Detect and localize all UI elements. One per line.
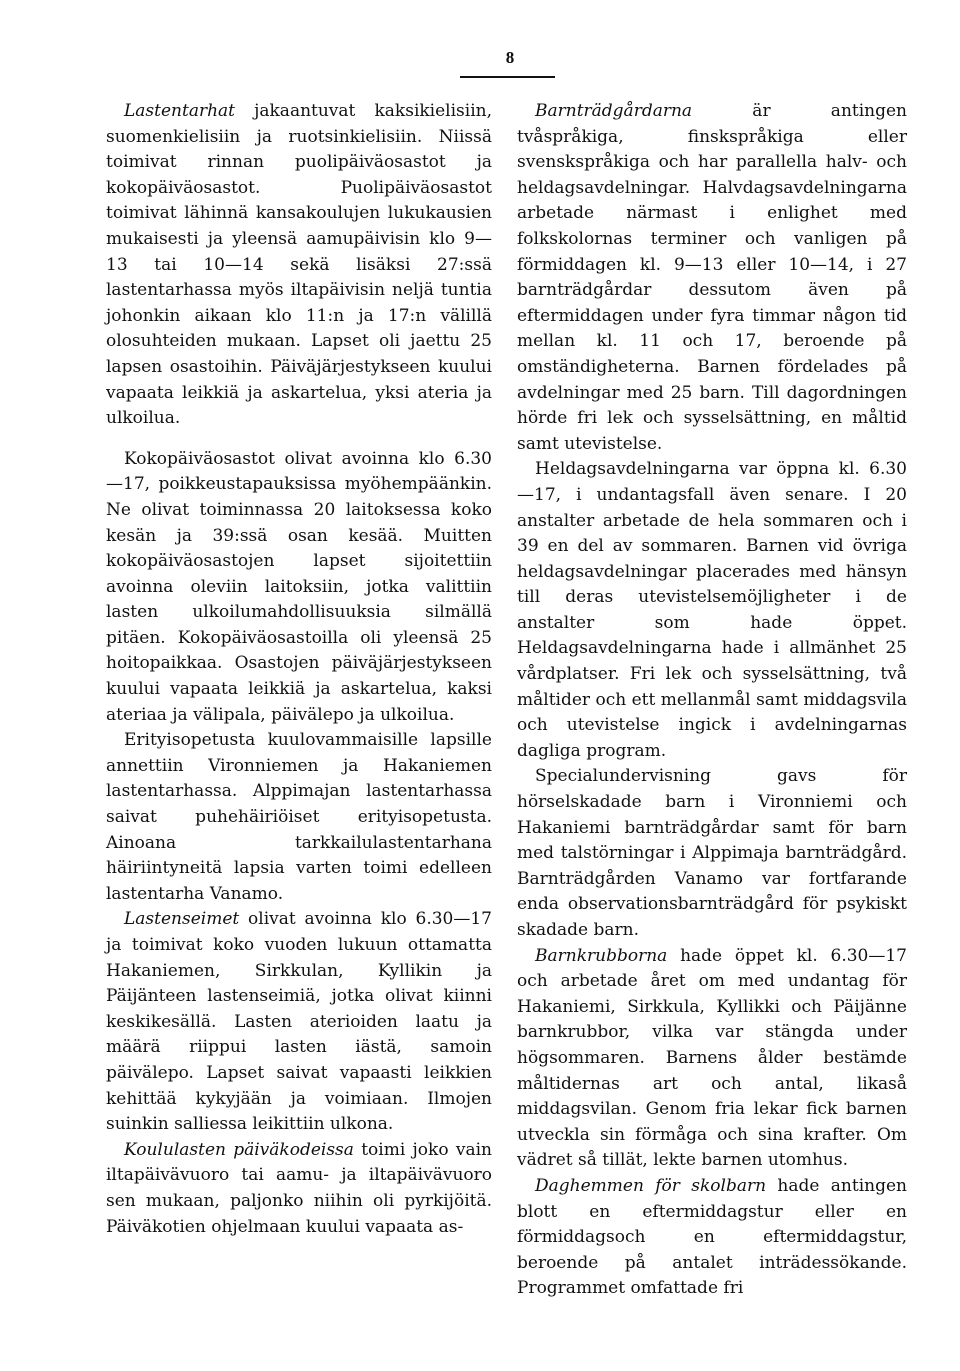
paragraph-lead: Barnkrubborna [535,945,668,966]
paragraph-text: toimi joko vain iltapäivävuoro tai aamu- ja iltapäivävuoro sen mukaan, paljonko niihin oli pyrkijöitä. Päiväkotien ohjelmaan kuului vapaata as- [106,1139,492,1237]
paragraph-lead: Lastenseimet [124,909,240,930]
paragraph-lead: Koululasten päiväkodeissa [124,1139,354,1160]
page-number: 8 [505,48,515,67]
paragraph-text: jakaantuvat kaksikielisiin, suomenkielisiin ja ruotsinkielisiin. Niissä toimivat rinnan puolipäiväosastot ja kokopäiväosastot. Puolipäiväosastot toimivat lähinnä kansakoulujen lukukausien mukaisesti ja yleensä aamupäivisin klo 9—13 tai 10—14 sekä lisäksi 27:ssä lastentarhassa myös iltapäivisin neljä tuntia johonkin aikaan klo 11:n ja 17:n välillä olosuhteiden mukaan. Lapset oli jaettu 25 lapsen osastoihin. Päiväjärjestykseen kuului vapaata leikkiä ja askartelua, yksi ateria ja ulkoilua. [106,101,492,429]
paragraph-text: hade antingen blott en eftermiddagstur eller en förmiddagsoch en eftermiddagstur, beroende på antalet inträdessökande. Programmet omfattade fri [517,1175,907,1299]
paragraph-daghemmen-for-skolbarn [517,1174,907,1302]
paragraph-lead: Lastentarhat [124,101,235,121]
paragraph-lead: Barnträdgårdarna [535,101,693,121]
paragraph-kokopaivaosastot: Kokopäiväosastot olivat avoinna klo 6.30—17, poikkeustapauksissa myöhempäänkin. Ne olivat toiminnassa 20 laitoksessa koko kesän ja 39:ssä osan kesää. Muitten kokopäiväosastojen lapset sijoitettiin avoinna oleviin laitoksiin, jotka valittiin lasten ulkoilumahdollisuuksia silmällä pitäen. Kokopäiväosastoilla oli yleensä 25 hoitopaikkaa. Osastojen päiväjärjestykseen kuului vapaata leikkiä ja askartelua, kaksi ateriaa ja välipala, päivälepo ja ulkoilua. [106,448,492,725]
paragraph-lastenseimet [106,907,492,1137]
swedish-column [517,99,907,1302]
paragraph-lastentarhat [106,99,492,432]
paragraph-lead: Daghemmen för skolbarn [535,1175,767,1196]
paragraph-heldagsavdelningarna: Heldagsavdelningarna var öppna kl. 6.30—17, i undantagsfall även senare. I 20 anstalter arbetade de hela sommaren och i 39 en del av sommaren. Barnen vid övriga heldagsavdelningar placerades med hänsyn till deras utevistelsemöjligheter i de anstalter som hade öppet. Heldagsavdelningarna hade i allmänhet 25 vårdplatser. Fri lek och sysselsättning, två måltider och ett mellanmål samt middagsvila och utevistelse ingick i avdelningarnas dagliga program. [517,459,907,761]
paragraph-erityisopetus: Erityisopetusta kuulovammaisille lapsille annettiin Vironniemen ja Hakaniemen lastentarhassa. Alppimajan lastentarhassa saivat puhehäiriöiset erityisopetusta. Ainoana tarkkailulastentarhana häiriintyneitä lapsia varten toimi edelleen lastentarha Vanamo. [106,730,492,904]
header-rule [460,76,555,78]
paragraph-barntradgardarna [517,99,907,457]
paragraph-text: olivat avoinna klo 6.30—17 ja toimivat koko vuoden lukuun ottamatta Hakaniemen, Sirkkulan, Kyllikin ja Päijänteen lastenseimiä, jotka olivat kiinni keskikesällä. Lasten aterioiden laatu ja määrä riippui lasten iästä, samoin päivälepo. Lapset saivat vapaasti leikkien kehittää kykyjään ja voimiaan. Ilmojen suinkin salliessa leikittiin ulkona. [106,909,492,1135]
paragraph-text: hade öppet kl. 6.30—17 och arbetade året om med undantag för Hakaniemi, Sirkkula, Kyllikki och Päijänne barnkrubbor, vilka var stängda under högsommaren. Barnens ålder bestämde måltidernas art och antal, likaså middagsvilan. Genom fria lekar fick barnen utveckla sin förmåga och sina krafter. Om vädret så tillät, lekte barnen utomhus. [517,945,907,1171]
paragraph-text: är antingen tvåspråkiga, finskspråkiga eller svenskspråkiga och har parallella halv- och heldagsavdelningar. Halvdagsavdelningarna arbetade närmast i enlighet med folkskolornas terminer och vanligen på förmiddagen kl. 9—13 eller 10—14, i 27 barnträdgårdar dessutom även på eftermiddagen under fyra timmar någon tid mellan kl. 11 och 17, beroende på omständigheterna. Barnen fördelades på avdelningar med 25 barn. Till dagordningen hörde fri lek och sysselsättning, en måltid samt utevistelse. [517,101,907,454]
paragraph-koululasten-paivakodit [106,1138,492,1240]
paragraph-specialundervisning: Specialundervisning gavs för hörselskadade barn i Vironniemi och Hakaniemi barnträdgårdar samt för barn med talstörningar i Alppimaja barnträdgård. Barnträdgården Vanamo var fortfarande enda observationsbarnträdgård för psykiskt skadade barn. [517,766,907,940]
paragraph-barnkrubborna [517,944,907,1174]
finnish-column [106,99,492,1240]
